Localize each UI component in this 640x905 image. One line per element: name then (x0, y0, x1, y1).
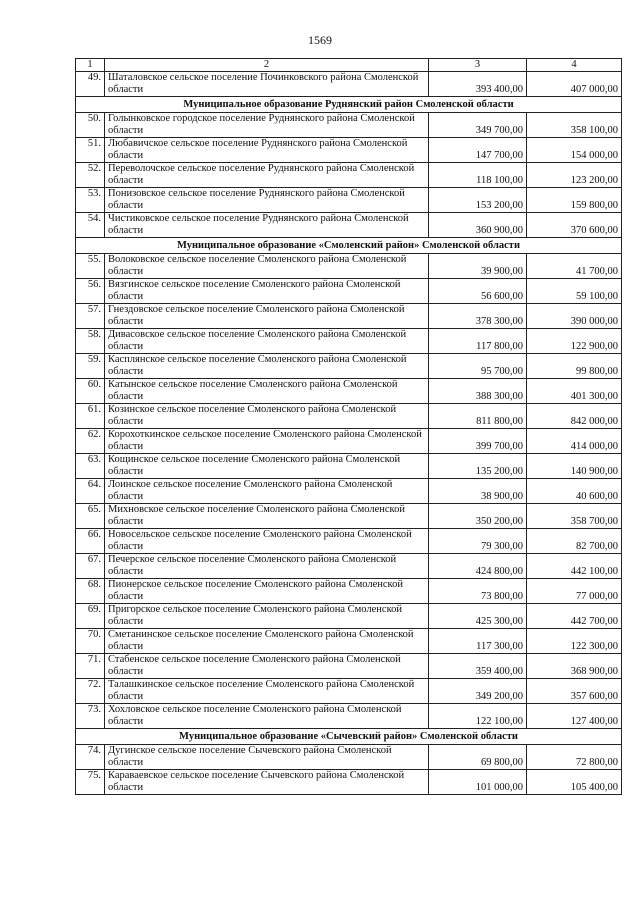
settlement-name: Дивасовское сельское поселение Смоленского района Смоленской области (105, 329, 429, 354)
settlement-name: Касплянское сельское поселение Смоленского района Смоленской области (105, 354, 429, 379)
row-number: 73. (76, 704, 105, 729)
section-header-row (76, 729, 622, 745)
table-row (76, 745, 622, 770)
amount-col-4: 442 100,00 (527, 554, 622, 579)
settlement-name: Стабенское сельское поселение Смоленского района Смоленской области (105, 654, 429, 679)
table-row (76, 479, 622, 504)
amount-col-4: 105 400,00 (527, 770, 622, 795)
amount-col-4: 122 900,00 (527, 329, 622, 354)
settlement-name: Гнездовское сельское поселение Смоленского района Смоленской области (105, 304, 429, 329)
table-row (76, 354, 622, 379)
settlement-name: Лоинское сельское поселение Смоленского района Смоленской области (105, 479, 429, 504)
amount-col-3: 79 300,00 (429, 529, 527, 554)
amount-col-3: 117 300,00 (429, 629, 527, 654)
header-col-3: 3 (429, 59, 527, 72)
settlement-name: Козинское сельское поселение Смоленского района Смоленской области (105, 404, 429, 429)
table-row (76, 404, 622, 429)
row-number: 67. (76, 554, 105, 579)
row-number: 71. (76, 654, 105, 679)
amount-col-4: 127 400,00 (527, 704, 622, 729)
row-number: 66. (76, 529, 105, 554)
header-col-2: 2 (105, 59, 429, 72)
row-number: 74. (76, 745, 105, 770)
amount-col-3: 147 700,00 (429, 138, 527, 163)
amount-col-3: 388 300,00 (429, 379, 527, 404)
row-number: 57. (76, 304, 105, 329)
amount-col-3: 39 900,00 (429, 254, 527, 279)
amount-col-4: 99 800,00 (527, 354, 622, 379)
row-number: 65. (76, 504, 105, 529)
amount-col-4: 159 800,00 (527, 188, 622, 213)
amount-col-4: 140 900,00 (527, 454, 622, 479)
amount-col-3: 73 800,00 (429, 579, 527, 604)
amount-col-3: 69 800,00 (429, 745, 527, 770)
amount-col-4: 407 000,00 (527, 72, 622, 97)
settlement-name: Пригорское сельское поселение Смоленского района Смоленской области (105, 604, 429, 629)
amount-col-3: 153 200,00 (429, 188, 527, 213)
amount-col-3: 117 800,00 (429, 329, 527, 354)
settlement-name: Талашкинское сельское поселение Смоленского района Смоленской области (105, 679, 429, 704)
page-number: 1569 (308, 33, 332, 47)
table-row (76, 163, 622, 188)
section-title: Муниципальное образование «Сычевский район» Смоленской области (76, 729, 622, 745)
settlement-name: Печерское сельское поселение Смоленского района Смоленской области (105, 554, 429, 579)
table-row (76, 654, 622, 679)
amount-col-3: 350 200,00 (429, 504, 527, 529)
table-row (76, 604, 622, 629)
header-col-1: 1 (76, 59, 105, 72)
settlement-name: Дугинское сельское поселение Сычевского района Смоленской области (105, 745, 429, 770)
amount-col-3: 425 300,00 (429, 604, 527, 629)
header-row (76, 59, 622, 72)
amount-col-4: 414 000,00 (527, 429, 622, 454)
row-number: 58. (76, 329, 105, 354)
row-number: 59. (76, 354, 105, 379)
settlement-name: Пионерское сельское поселение Смоленского района Смоленской области (105, 579, 429, 604)
settlement-name: Вязгинское сельское поселение Смоленского района Смоленской области (105, 279, 429, 304)
settlement-name: Корохоткинское сельское поселение Смоленского района Смоленской области (105, 429, 429, 454)
amount-col-3: 38 900,00 (429, 479, 527, 504)
table-row (76, 504, 622, 529)
settlement-name: Волоковское сельское поселение Смоленского района Смоленской области (105, 254, 429, 279)
row-number: 70. (76, 629, 105, 654)
amount-col-4: 370 600,00 (527, 213, 622, 238)
settlement-name: Голынковское городское поселение Руднянского района Смоленской области (105, 113, 429, 138)
amount-col-4: 122 300,00 (527, 629, 622, 654)
amount-col-4: 41 700,00 (527, 254, 622, 279)
row-number: 51. (76, 138, 105, 163)
amount-col-3: 56 600,00 (429, 279, 527, 304)
settlement-name: Переволочское сельское поселение Руднянского района Смоленской области (105, 163, 429, 188)
row-number: 72. (76, 679, 105, 704)
table-row (76, 304, 622, 329)
row-number: 50. (76, 113, 105, 138)
row-number: 68. (76, 579, 105, 604)
settlement-name: Шаталовское сельское поселение Починковского района Смоленской области (105, 72, 429, 97)
table-row (76, 429, 622, 454)
table-row (76, 704, 622, 729)
settlement-name: Понизовское сельское поселение Руднянского района Смоленской области (105, 188, 429, 213)
row-number: 64. (76, 479, 105, 504)
table-row (76, 113, 622, 138)
amount-col-3: 360 900,00 (429, 213, 527, 238)
table-row (76, 254, 622, 279)
row-number: 63. (76, 454, 105, 479)
amount-col-3: 811 800,00 (429, 404, 527, 429)
row-number: 53. (76, 188, 105, 213)
amount-col-4: 842 000,00 (527, 404, 622, 429)
table-row (76, 554, 622, 579)
amount-col-4: 123 200,00 (527, 163, 622, 188)
row-number: 61. (76, 404, 105, 429)
table-row (76, 579, 622, 604)
settlement-name: Хохловское сельское поселение Смоленского района Смоленской области (105, 704, 429, 729)
section-title: Муниципальное образование Руднянский район Смоленской области (76, 97, 622, 113)
amount-col-4: 72 800,00 (527, 745, 622, 770)
settlement-name: Новосельское сельское поселение Смоленского района Смоленской области (105, 529, 429, 554)
amount-col-4: 358 700,00 (527, 504, 622, 529)
settlement-name: Сметанинское сельское поселение Смоленского района Смоленской области (105, 629, 429, 654)
allocation-table (75, 58, 622, 795)
amount-col-3: 95 700,00 (429, 354, 527, 379)
amount-col-4: 390 000,00 (527, 304, 622, 329)
amount-col-3: 359 400,00 (429, 654, 527, 679)
settlement-name: Катынское сельское поселение Смоленского района Смоленской области (105, 379, 429, 404)
amount-col-4: 40 600,00 (527, 479, 622, 504)
settlement-name: Михновское сельское поселение Смоленского района Смоленской области (105, 504, 429, 529)
table-row (76, 188, 622, 213)
amount-col-3: 378 300,00 (429, 304, 527, 329)
header-col-4: 4 (527, 59, 622, 72)
table-row (76, 279, 622, 304)
amount-col-3: 349 700,00 (429, 113, 527, 138)
amount-col-4: 401 300,00 (527, 379, 622, 404)
amount-col-3: 122 100,00 (429, 704, 527, 729)
amount-col-4: 59 100,00 (527, 279, 622, 304)
row-number: 75. (76, 770, 105, 795)
amount-col-3: 393 400,00 (429, 72, 527, 97)
table-row (76, 679, 622, 704)
table-row (76, 379, 622, 404)
row-number: 56. (76, 279, 105, 304)
row-number: 62. (76, 429, 105, 454)
table-row (76, 770, 622, 795)
amount-col-4: 357 600,00 (527, 679, 622, 704)
amount-col-4: 358 100,00 (527, 113, 622, 138)
table-row (76, 329, 622, 354)
section-header-row (76, 97, 622, 113)
amount-col-3: 135 200,00 (429, 454, 527, 479)
row-number: 69. (76, 604, 105, 629)
settlement-name: Любавичское сельское поселение Руднянского района Смоленской области (105, 138, 429, 163)
amount-col-4: 82 700,00 (527, 529, 622, 554)
row-number: 55. (76, 254, 105, 279)
table-row (76, 629, 622, 654)
amount-col-3: 118 100,00 (429, 163, 527, 188)
table-row (76, 529, 622, 554)
table-row (76, 72, 622, 97)
table-row (76, 138, 622, 163)
amount-col-4: 442 700,00 (527, 604, 622, 629)
amount-col-4: 77 000,00 (527, 579, 622, 604)
amount-col-3: 424 800,00 (429, 554, 527, 579)
row-number: 52. (76, 163, 105, 188)
amount-col-3: 349 200,00 (429, 679, 527, 704)
amount-col-4: 368 900,00 (527, 654, 622, 679)
row-number: 60. (76, 379, 105, 404)
settlement-name: Караваевское сельское поселение Сычевского района Смоленской области (105, 770, 429, 795)
row-number: 49. (76, 72, 105, 97)
section-title: Муниципальное образование «Смоленский район» Смоленской области (76, 238, 622, 254)
table-row (76, 454, 622, 479)
settlement-name: Чистиковское сельское поселение Руднянского района Смоленской области (105, 213, 429, 238)
row-number: 54. (76, 213, 105, 238)
settlement-name: Кощинское сельское поселение Смоленского района Смоленской области (105, 454, 429, 479)
amount-col-3: 101 000,00 (429, 770, 527, 795)
amount-col-4: 154 000,00 (527, 138, 622, 163)
section-header-row (76, 238, 622, 254)
amount-col-3: 399 700,00 (429, 429, 527, 454)
table-row (76, 213, 622, 238)
